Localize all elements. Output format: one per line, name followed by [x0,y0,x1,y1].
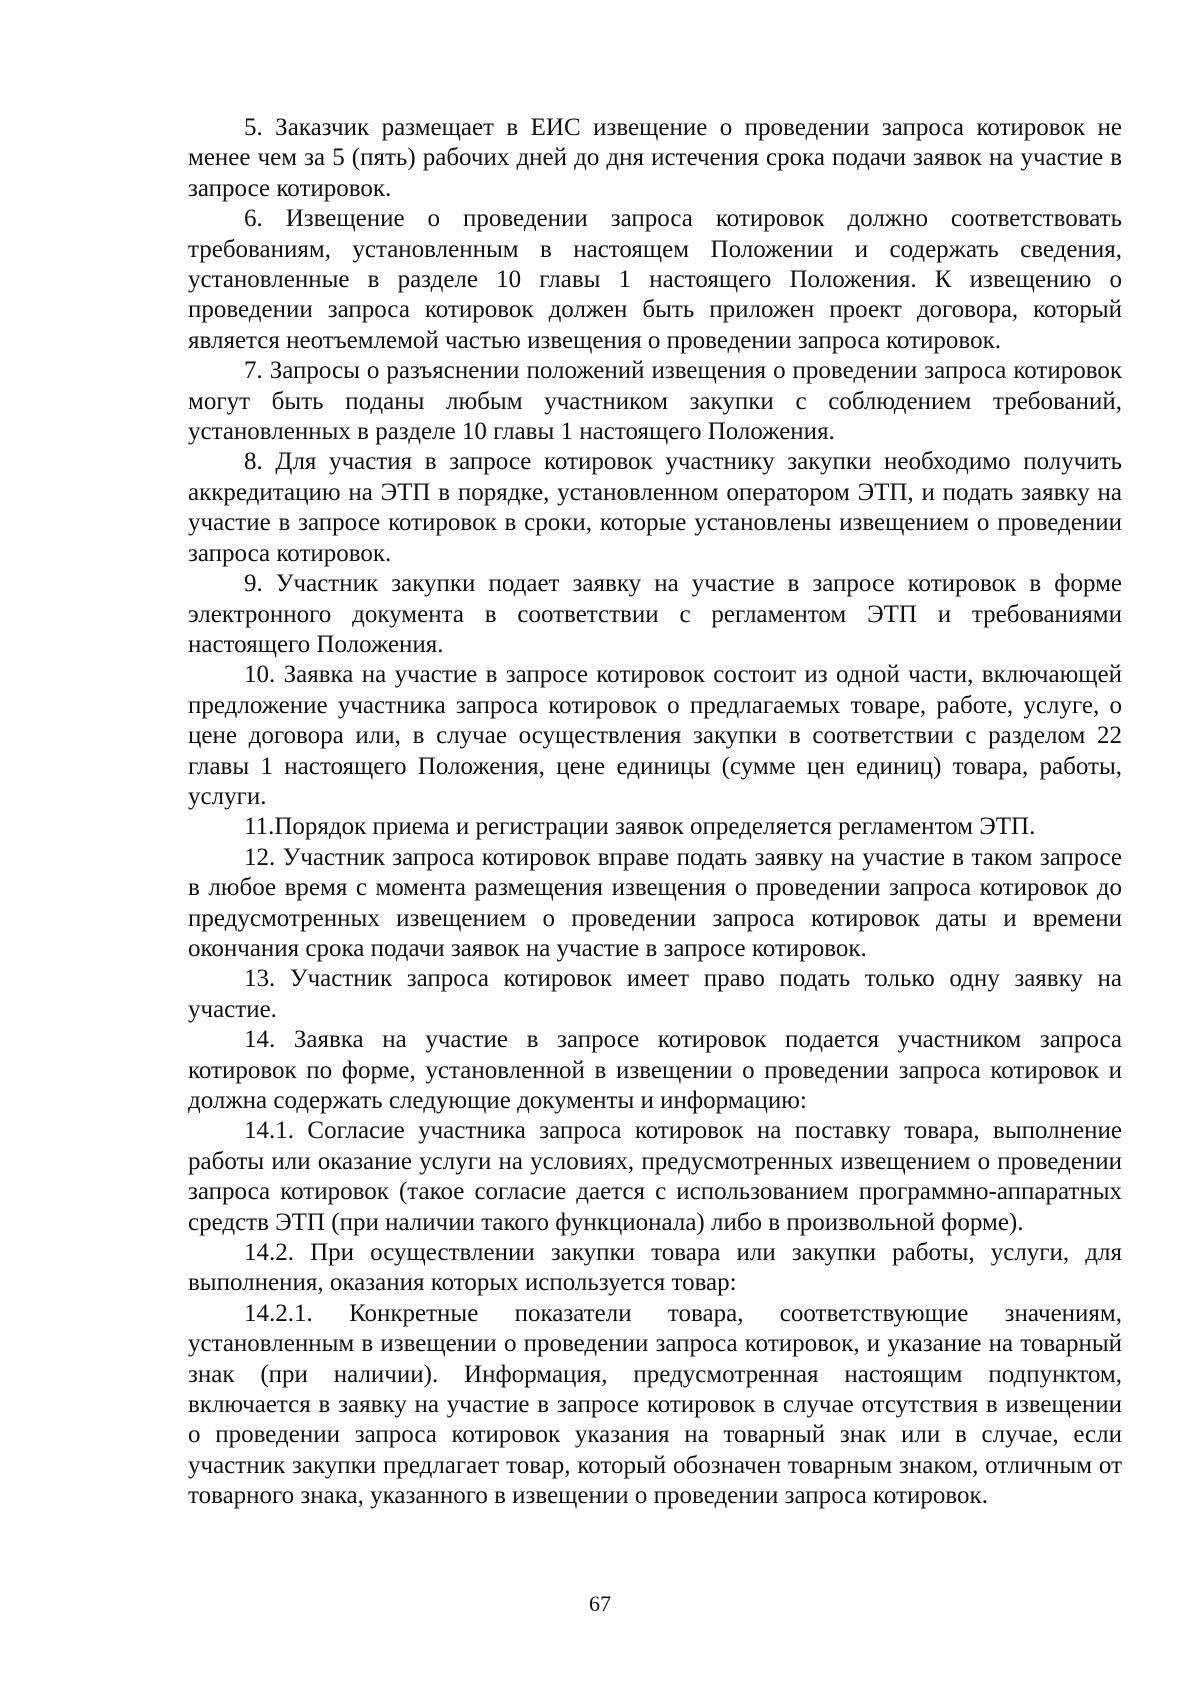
document-body [188,113,1122,1512]
paragraph-6: 6. Извещение о проведении запроса котировок должно соответствовать требованиям, установленным в настоящем Положении и содержать сведения, установленные в разделе 10 главы 1 настоящего Положения. К извещению о проведении запроса котировок должен быть приложен проект договора, который является неотъемлемой частью извещения о проведении запроса котировок. [188,205,1122,354]
paragraph-11: 11.Порядок приема и регистрации заявок определяется регламентом ЭТП. [244,813,1036,841]
paragraph-12: 12. Участник запроса котировок вправе подать заявку на участие в таком запросе в любое время с момента размещения извещения о проведении запроса котировок до предусмотренных извещением о проведении запроса котировок даты и времени окончания срока подачи заявок на участие в запросе котировок. [188,843,1122,962]
paragraph-14-1: 14.1. Согласие участника запроса котировок на поставку товара, выполнение работы или оказание услуги на условиях, предусмотренных извещением о проведении запроса котировок (такое согласие дается с использованием программно-аппаратных средств ЭТП (при наличии такого функционала) либо в произвольной форме). [188,1117,1122,1236]
paragraph-7: 7. Запросы о разъяснении положений извещения о проведении запроса котировок могут быть поданы любым участником закупки с соблюдением требований, установленных в разделе 10 главы 1 настоящего Положения. [188,357,1122,446]
paragraph-9: 9. Участник закупки подает заявку на участие в запросе котировок в форме электронного документа в соответствии с регламентом ЭТП и требованиями настоящего Положения. [188,570,1122,658]
page-number: 67 [589,1591,611,1616]
paragraph-8: 8. Для участия в запросе котировок участнику закупки необходимо получить аккредитацию на ЭТП в порядке, установленном оператором ЭТП, и подать заявку на участие в запросе котировок в сроки, которые установлены извещением о проведении запроса котировок. [188,448,1122,567]
paragraph-5: 5. Заказчик размещает в ЕИС извещение о проведении запроса котировок не менее чем за 5 (пять) рабочих дней до дня истечения срока подачи заявок на участие в запросе котировок. [188,114,1122,202]
paragraph-14: 14. Заявка на участие в запросе котировок подается участником запроса котировок по форме, установленной в извещении о проведении запроса котировок и должна содержать следующие документы и информацию: [188,1026,1122,1114]
paragraph-10: 10. Заявка на участие в запросе котировок состоит из одной части, включающей предложение участника запроса котировок о предлагаемых товаре, работе, услуге, о цене договора или, в случае осуществления закупки в соответствии с разделом 22 главы 1 настоящего Положения, цене единицы (сумме цен единиц) товара, работы, услуги. [188,661,1122,810]
paragraph-13: 13. Участник запроса котировок имеет право подать только одну заявку на участие. [188,965,1122,1023]
paragraph-14-2-1: 14.2.1. Конкретные показатели товара, соответствующие значениям, установленным в извещении о проведении запроса котировок, и указание на товарный знак (при наличии). Информация, предусмотренная настоящим подпунктом, включается в заявку на участие в запросе котировок в случае отсутствия в извещении о проведении запроса котировок указания на товарный знак или в случае, если участник закупки предлагает товар, который обозначен товарным знаком, отличным от товарного знака, указанного в извещении о проведении запроса котировок. [188,1299,1122,1510]
paragraph-14-2: 14.2. При осуществлении закупки товара или закупки работы, услуги, для выполнения, оказания которых используется товар: [188,1239,1122,1297]
